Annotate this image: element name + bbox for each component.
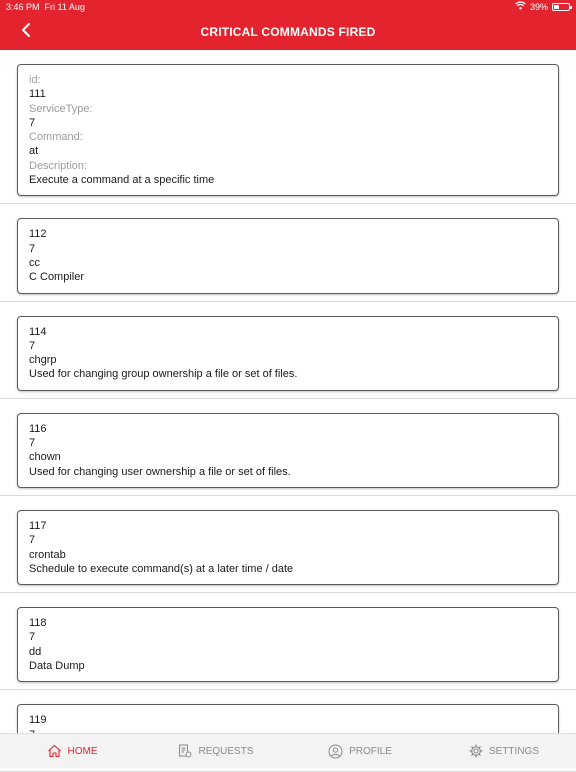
requests-icon bbox=[178, 744, 192, 758]
description-value: Used for changing user ownership a file or set of files. bbox=[29, 465, 291, 478]
tab-settings[interactable] bbox=[432, 734, 576, 768]
page-title: CRITICAL COMMANDS FIRED bbox=[200, 25, 376, 39]
command-value: chgrp bbox=[29, 354, 57, 367]
tab-settings-label: SETTINGS bbox=[488, 745, 539, 757]
command-card[interactable] bbox=[17, 64, 559, 196]
command-value: at bbox=[29, 145, 39, 158]
battery-icon bbox=[552, 3, 570, 11]
command-card[interactable] bbox=[17, 607, 559, 682]
list-item[interactable] bbox=[0, 496, 576, 593]
command-value: cc bbox=[29, 256, 40, 269]
id-value: 119 bbox=[29, 714, 47, 727]
command-value: crontab bbox=[29, 548, 66, 561]
tab-requests-label: REQUESTS bbox=[198, 745, 254, 757]
list-item[interactable] bbox=[0, 302, 576, 399]
status-bar bbox=[0, 0, 576, 14]
list-item[interactable] bbox=[0, 399, 576, 496]
status-right bbox=[515, 1, 570, 12]
description-value: C Compiler bbox=[29, 271, 85, 284]
id-value: 111 bbox=[29, 88, 46, 101]
profile-icon bbox=[328, 744, 343, 759]
command-value: dd bbox=[29, 645, 42, 658]
description-value: Data Dump bbox=[29, 660, 85, 673]
list-item[interactable] bbox=[0, 593, 576, 690]
service-type-value: 7 bbox=[29, 116, 36, 129]
service-type-value: 7 bbox=[29, 631, 36, 644]
command-card[interactable] bbox=[17, 316, 559, 391]
description-value: Used for changing group ownership a file or set of files. bbox=[29, 368, 298, 381]
tab-profile[interactable] bbox=[288, 734, 432, 768]
id-value: 117 bbox=[29, 519, 47, 532]
id-value: 116 bbox=[29, 422, 47, 435]
battery-percent: 39% bbox=[529, 1, 548, 12]
id-value: 118 bbox=[29, 617, 47, 630]
service-type-value: 7 bbox=[29, 339, 36, 352]
description-value: Execute a command at a specific time bbox=[29, 174, 215, 187]
home-icon bbox=[47, 744, 62, 758]
service-type-value: 7 bbox=[29, 534, 36, 547]
service-type-value: 7 bbox=[29, 437, 36, 450]
bottom-tab-bar bbox=[0, 733, 576, 768]
commands-list[interactable] bbox=[0, 50, 576, 733]
id-label: id: bbox=[29, 74, 41, 86]
tab-profile-label: PROFILE bbox=[349, 745, 392, 757]
tab-home[interactable] bbox=[0, 734, 144, 768]
app-header bbox=[0, 0, 576, 50]
list-item[interactable] bbox=[0, 204, 576, 301]
command-card[interactable] bbox=[17, 218, 559, 293]
command-value: chown bbox=[29, 451, 61, 464]
id-value: 114 bbox=[29, 325, 47, 338]
list-item[interactable] bbox=[0, 50, 576, 204]
gear-icon bbox=[469, 744, 483, 758]
wifi-icon bbox=[515, 1, 526, 12]
command-label: Command: bbox=[29, 131, 83, 144]
command-card[interactable] bbox=[17, 510, 559, 585]
service-type-value: 7 bbox=[29, 242, 36, 255]
status-time-date: 3:46 PM Fri 11 Aug bbox=[6, 2, 85, 12]
description-label: Description: bbox=[29, 159, 88, 172]
tab-requests[interactable] bbox=[144, 734, 288, 768]
tab-home-label: HOME bbox=[67, 745, 98, 757]
command-card[interactable] bbox=[17, 413, 559, 488]
description-value: Schedule to execute command(s) at a later time / date bbox=[29, 562, 294, 575]
id-value: 112 bbox=[29, 228, 47, 241]
service-type-label: ServiceType: bbox=[29, 102, 93, 115]
